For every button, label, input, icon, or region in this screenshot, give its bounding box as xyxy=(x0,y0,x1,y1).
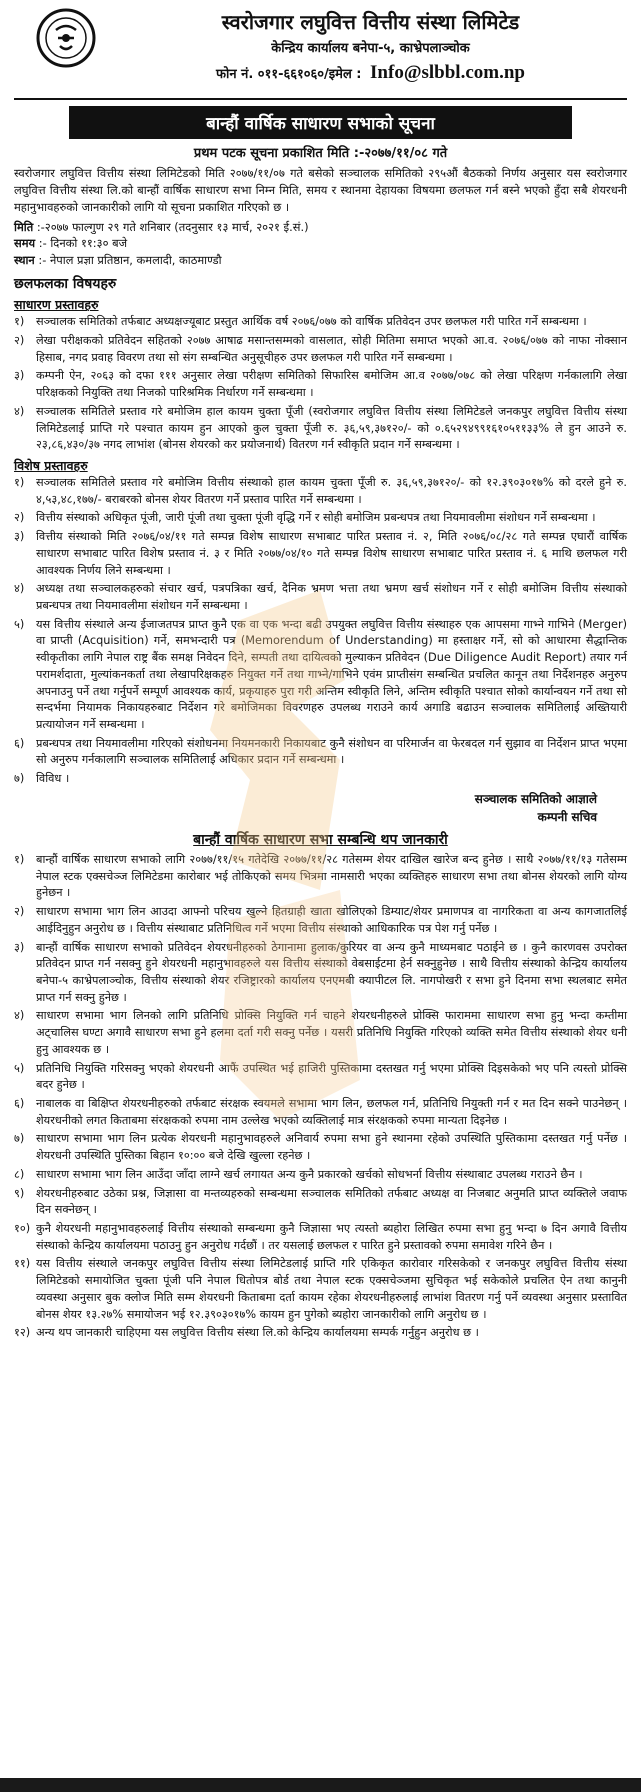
general-proposal-item xyxy=(14,333,627,366)
additional-info-item xyxy=(14,904,627,937)
meeting-time: समय :- दिनको ११:३० बजे xyxy=(14,236,128,251)
general-proposals-list xyxy=(14,314,627,454)
item-text: कम्पनी ऐन, २०६३ को दफा १११ अनुसार लेखा परीक्षण समितिको सिफारिस बमोजिम आ.व २०७७/०७८ को लेखा परिक्षण गर्नकालागि लेखा परिक्षकको नियुक्ति तथा निजको पारिश्रमिक निर्धारण गर्ने सम्बन्धमा । xyxy=(36,369,627,400)
item-number: ७) xyxy=(14,1132,25,1146)
general-proposal-item xyxy=(14,404,627,454)
item-text: साधारण सभामा भाग लिन आउदा आफ्नो परिचय खुल्ने हितग्राही खाता खोलिएको डिम्याट/शेयर प्रमाणपत्र वा नागरिकता वा अन्य कागजातलिई आईदिनुहुन अनुरोध छ । वित्तीय संस्थाबाट प्रतिनिधित्व गर्ने भएमा वित्तीय संस्थाको आधिकारिक पत्र पेश गर्नु पर्नेछ । xyxy=(36,905,627,935)
item-text: अन्य थप जानकारी चाहिएमा यस लघुवित्त वित्तीय संस्था लि.को केन्द्रिय कार्यालयमा सम्पर्क गर्नुहुन अनुरोध छ । xyxy=(36,1326,479,1340)
item-number: ९) xyxy=(14,1186,25,1200)
additional-info-item xyxy=(14,1256,627,1323)
agenda-heading: छलफलका विषयहरु xyxy=(14,276,117,293)
additional-info-heading: बान्हौं वार्षिक साधारण सभा सम्बन्धि थप जानकारी xyxy=(193,831,448,848)
item-number: ५) xyxy=(14,1061,25,1075)
item-text: शेयरधनीहरुबाट उठेका प्रश्न, जिज्ञासा वा मन्तव्यहरुको सम्बन्धमा सञ्चालक समितिको तर्फबाट अध्यक्ष वा निजबाट अनुमति प्राप्त व्यक्तिले जवाफ दिन सक्नेछन् । xyxy=(36,1186,627,1217)
email-link[interactable]: Info@slbbl.com.np xyxy=(370,62,525,83)
item-number: ३) xyxy=(14,369,25,383)
item-number: १) xyxy=(14,475,25,489)
special-proposal-item xyxy=(14,529,627,579)
item-number: ३) xyxy=(14,530,25,544)
item-text: वित्तीय संस्थाको अधिकृत पूंजी, जारी पूंजी तथा चुक्ता पूंजी वृद्धि गर्ने र सोही बमोजिम प्रबन्धपत्र तथा नियमावलीमा संशोधन गर्ने सम्बन्धमा । xyxy=(36,511,596,525)
item-text: सञ्चालक समितिले प्रस्ताव गरे बमोजिम वित्तीय संस्थाको हाल कायम चुक्ता पूँजी रु. ३६,५९,३७१२०/- को १२.३९०३०१७% को दरले हुने रु. ४,५३,४८,१७७/- बराबरको बोनस शेयर वितरण गर्ने प्रस्ताव पारित गर्ने सम्बन्धमा । xyxy=(36,475,627,506)
special-proposal-item xyxy=(14,617,627,734)
additional-info-item xyxy=(14,940,627,1007)
item-text: नाबालक वा बिक्षिप्त शेयरधनीहरुको तर्फबाट संरक्षक स्वयमले सभामा भाग लिन, छलफल गर्न, प्रतिनिधि नियुक्ती गर्न र मत दिन सक्ने पाउनेछन् । शेयरधनीको लगत किताबमा संरक्षकको रुपमा नाम उल्लेख भएको व्यक्तिलाई मात्र संरक्षकको रुपमा मान्यता दिइनेछ । xyxy=(36,1096,627,1127)
additional-info-item xyxy=(14,1096,627,1129)
special-proposals-heading: विशेष प्रस्तावहरु xyxy=(14,457,88,473)
item-text: प्रतिनिधि नियुक्ति गरिसक्नु भएको शेयरधनी आफैं उपस्थित भई हाजिरी पुस्तिकामा दस्तखत गर्नु भएमा प्रोक्सि दिइसकेको भए पनि त्यस्तो प्रोक्सि बदर हुनेछ । xyxy=(36,1061,627,1092)
additional-info-list xyxy=(14,852,627,1342)
notice-title: बान्हौं वार्षिक साधारण सभाको सूचना xyxy=(69,106,572,139)
general-proposal-item xyxy=(14,368,627,401)
item-number: ८) xyxy=(14,1167,25,1181)
item-number: ११) xyxy=(14,1257,31,1271)
item-number: २) xyxy=(14,333,25,347)
item-text: साधारण सभामा भाग लिन प्रत्येक शेयरधनी महानुभावहरुले अनिवार्य रुपमा सभा हुने स्थानमा रहेको उपस्थिति पुस्तिकामा दस्तखत गर्नु पर्नेछ । शेयरधनी उपस्थिति पुस्तिका बिहान १०:०० बजे देखि खुल्ला रहनेछ । xyxy=(36,1132,627,1163)
item-text: सञ्चालक समितिको तर्फबाट अध्यक्षज्यूबाट प्रस्तुत आर्थिक वर्ष २०७६/०७७ को वार्षिक प्रतिवेदन उपर छलफल गरी पारित गर्ने सम्बन्धमा । xyxy=(36,315,587,329)
item-text: बान्हौं वार्षिक साधारण सभाको प्रतिवेदन शेयरधनीहरुको ठेगानामा हुलाक/कुरियर वा अन्य कुनै माध्यमबाट पठाईने छ । कुनै कारणवस उपरोक्त प्रतिवेदन प्राप्त गर्न नसक्नु हुने शेयरधनी महानुभावहरुले यस वित्तीय संस्थाको वेबसाईटमा हेर्न सक्नुहुनेछ । साथै वित्तीय संस्थाको केन्द्रिय कार्यालय बनेपा-५ काभ्रेपलाञ्चोक, वित्तीय संस्थाको शेयर रजिष्ट्रारको कार्यालय एनएमबी क्यापीटल लि. नागपोखरी र सभा हुने दिनमा सभा स्थलबाट समेत प्राप्त गर्न सक्नु हुनेछ । xyxy=(36,940,627,1004)
special-proposal-item xyxy=(14,581,627,614)
item-number: २) xyxy=(14,511,25,525)
signature-block xyxy=(14,790,597,826)
company-logo-icon xyxy=(36,8,96,68)
item-number: १) xyxy=(14,852,25,866)
item-number: ४) xyxy=(14,582,25,596)
item-text: साधारण सभामा भाग लिनको लागि प्रतिनिधि प्रोक्सि नियुक्ति गर्न चाहने शेयरधनीहरुले प्रोक्सि फाराममा साधारण सभा हुनु भन्दा कम्तीमा अट्चालिस घण्टा अगावै साधारण सभा हुने हलमा दर्ता गरी सक्नु पर्नेछ । यसरी प्रतिनिधि नियुक्ति गरिएको व्यक्ति समेत वित्तीय संस्थाको शेयर धनी हुनु आवश्यक छ । xyxy=(36,1009,627,1056)
item-number: ४) xyxy=(14,1009,25,1023)
special-proposal-item xyxy=(14,475,627,508)
letterhead xyxy=(14,6,627,98)
signature-line-2: कम्पनी सचिव xyxy=(537,809,597,824)
additional-info-item xyxy=(14,1221,627,1254)
item-number: ७) xyxy=(14,772,25,786)
special-proposal-item xyxy=(14,736,627,769)
item-text: सञ्चालक समितिले प्रस्ताव गरे बमोजिम हाल कायम चुक्ता पूँजी (स्वरोजगार लघुवित्त वित्तीय संस्था लिमिटेडले जनकपुर लघुवित्त वित्तीय संस्था लिमिटेडलाई प्राप्ति गरे पश्चात कायम हुन आएको कुल चुक्ता पूँजी रु. ३६,५९,३७१२०/- को ०.६५२९४९९१६१०५११३३% ले हुन आउने रु. २३,८६,४३०/३७ नगद लाभांश (बोनस शेयरको कर प्रयोजनार्थ) वितरण गर्न स्वीकृति प्रदान गर्ने सम्बन्धमा । xyxy=(36,404,627,452)
signature-line-1: सञ्चालक समितिको आज्ञाले xyxy=(474,791,597,806)
item-text: वित्तीय संस्थाको मिति २०७६/०४/११ गते सम्पन्न विशेष साधारण सभाबाट पारित प्रस्ताव नं. २, मिति २०७६/०८/२८ गते सम्पन्न एघारौं वार्षिक साधारण सभाबाट पारित विशेष प्रस्ताव नं. ३ र मिति २०७७/०४/१० गते सम्पन्न विशेष साधारण सभाबाट पारित प्रस्ताव नं. ६ माथि छलफल गरी आवश्यक निर्णय लिने सम्बन्धमा । xyxy=(36,530,627,577)
additional-info-item xyxy=(14,1167,627,1184)
office-address: केन्द्रिय कार्यालय बनेपा-५, काभ्रेपलाञ्चोक xyxy=(271,41,470,56)
meeting-details xyxy=(14,219,627,269)
special-proposal-item xyxy=(14,510,627,527)
item-number: १) xyxy=(14,315,25,329)
additional-info-item xyxy=(14,1131,627,1164)
additional-info-item xyxy=(14,852,627,902)
item-number: ३) xyxy=(14,940,25,954)
general-proposals-heading: साधारण प्रस्तावहरु xyxy=(14,297,99,313)
item-number: ४) xyxy=(14,404,25,418)
item-text: विविध । xyxy=(36,772,70,786)
item-number: २) xyxy=(14,905,25,919)
intro-paragraph: स्वरोजगार लघुवित्त वित्तीय संस्था लिमिटेडको मिति २०७७/११/०७ गते बसेको सञ्चालक समितिको २९५औं बैठकको निर्णय अनुसार यस स्वरोजगार लघुवित्त वित्तीय संस्था लि.को बान्हौं वार्षिक साधारण सभा निम्न मिति, समय र स्थानमा देहायका विषयमा छलफल गर्न बस्ने भएको हुँदा सबै शेयरधनी महानुभावहरुको जानकारीको लागि यो सूचना प्रकाशित गरिएको छ । xyxy=(14,166,627,214)
item-number: ५) xyxy=(14,617,25,631)
additional-info-item xyxy=(14,1061,627,1094)
item-text: अध्यक्ष तथा सञ्चालकहरुको संचार खर्च, पत्रपत्रिका खर्च, दैनिक भ्रमण भत्ता तथा भ्रमण खर्च संशोधन गर्ने र सोही बमोजिम वित्तीय संस्थाको प्रबन्धपत्र तथा नियमावलीमा संशोधन गर्ने सम्बन्धमा । xyxy=(36,582,627,612)
item-number: ६) xyxy=(14,1096,25,1110)
contact-line xyxy=(114,62,627,84)
item-text: प्रबन्धपत्र तथा नियमावलीमा गरिएको संशोधनमा नियमनकारी निकायबाट कुनै संशोधन वा परिमार्जन वा फेरबदल गर्न सुझाव वा निर्देशन प्राप्त भएमा सो अनुरुप गर्नकालागि सञ्चालक समितिलाई अधिकार प्रदान गर्ने सम्बन्धमा । xyxy=(36,736,627,767)
item-text: कुनै शेयरधनी महानुभावहरुलाई वित्तीय संस्थाको सम्बन्धमा कुनै जिज्ञासा भए त्यस्तो ब्यहोरा लिखित रुपमा सभा हुनु भन्दा ७ दिन अगावै वित्तीय संस्थाको केन्द्रिय कार्यालयमा पठाउनु हुन अनुरोध गर्दछौं । तर यसलाई छलफल र पारित हुने प्रस्तावको रुपमा समावेश गरिने छैन । xyxy=(36,1222,627,1252)
publish-date: प्रथम पटक सूचना प्रकाशित मिति :-२०७७/११/०८ गते xyxy=(193,146,448,161)
general-proposal-item xyxy=(14,314,627,331)
item-number: ६) xyxy=(14,736,25,750)
item-text: यस वित्तीय संस्थाले जनकपुर लघुवित्त वित्तीय संस्था लिमिटेडलाई प्राप्ति गरि एकिकृत कारोवार गरिसकेको र जनकपुर लघुवित्त वित्तीय संस्था लिमिटेडको समायोजित चुक्ता पूंजी पनि नेपाल धितोपत्र बोर्ड तथा नेपाल स्टक एक्सचेञ्जमा सुचिकृत भई सकेकोले प्रचलित ऐन तथा कानुनी व्यवस्था अनुसार बुक क्लोज मिति सम्म शेयरधनी किताबमा दर्ता कायम रहेका शेयरधनीहरुलाई लाभांश वितरण गर्नु पर्ने व्यवस्था अनुसार प्रस्तावित बोनस शेयर १३.२७% समायोजन भई १२.३९०३०१७% कायम हुन पुगेको ब्यहोरा जानकारीको लागि अनुरोध छ । xyxy=(36,1257,627,1321)
phone-label: फोन नं. ०११-६६१०६०/इमेल : xyxy=(216,67,362,82)
item-number: १२) xyxy=(14,1326,31,1340)
special-proposals-list xyxy=(14,475,627,788)
additional-info-item xyxy=(14,1186,627,1219)
additional-info-item xyxy=(14,1008,627,1058)
item-text: साधारण सभामा भाग लिन आउँदा जाँदा लाग्ने खर्च लगायत अन्य कुनै प्रकारको खर्चको सोधभर्ना वित्तीय संस्थाबाट उपलब्ध गराउने छैन । xyxy=(36,1167,583,1181)
item-text: लेखा परीक्षकको प्रतिवेदन सहितको २०७७ आषाढ मसान्तसम्मको वासलात, सोही मितिमा समाप्त भएको आ.व. २०७६/०७७ को नाफा नोक्सान हिसाब, नगद प्रवाह विवरण तथा सो संग सम्बन्धित अनुसूचीहरु उपर छलफल गरी पारित गर्ने सम्बन्धमा । xyxy=(36,333,627,364)
meeting-venue: स्थान :- नेपाल प्रज्ञा प्रतिष्ठान, कमलादी, काठमाण्डौ xyxy=(14,252,222,267)
item-number: १०) xyxy=(14,1222,31,1235)
additional-info-item xyxy=(14,1325,627,1342)
divider xyxy=(14,98,627,100)
org-name: स्वरोजगार लघुवित्त वित्तीय संस्था लिमिटेड xyxy=(221,10,520,34)
bottom-bar xyxy=(0,1778,641,1792)
item-text: यस वित्तीय संस्थाले अन्य ईजाजतपत्र प्राप्त कुनै एक वा एक भन्दा बढी उपयुक्त लघुवित्त वित्तीय संस्थाहरु एक आपसमा गाभ्ने गाभिने (Merger) वा प्राप्ती (Acquisition) गर्ने, समभन्दारी पत्र (Memorendum of Understanding) मा हस्ताक्षर गर्ने, सो को आधारमा सैद्धान्तिक स्वीकृतीका लागि नेपाल राष्ट्र बैंक समक्ष निवेदन दिने, सम्पती तथा दायित्वको मुल्याकन प्रतिवेदन (Due Diligence Audit Report) तयार गर्न परामर्शदाता, मुल्यांकनकर्ता तथा लेखापरिक्षकहरु नियुक्त गर्ने तथा गाभ्ने/गाभिने एवंम प्राप्तीसंग सम्बन्धित प्रचलित कानून तथा निर्देशनहरु अनुरुप अपनाउनु पर्ने तथा गर्नुपर्ने सम्पूर्ण आवश्यक कार्य, प्रकृयाहरु पुरा गरी अन्तिम स्वीकृति लिने, अन्तिम स्वीकृति पश्चात सोको कार्यान्वयन गर्ने तथा सो सन्दर्भमा नियामक निकायहरुबाट निर्देशन गरे बमोजिमका विवरणहरु उपलब्ध गराउने कार्य अगाडि बढाउन सञ्चालक समितिलाई अख्तियारी प्रत्यायोजन गर्ने सम्बन्धमा । xyxy=(36,617,627,732)
special-proposal-item xyxy=(14,771,627,788)
item-text: बान्हौं वार्षिक साधारण सभाको लागि २०७७/११/१५ गतेदेखि २०७७/११/२८ गतेसम्म शेयर दाखिल खारेज बन्द हुनेछ । साथै २०७७/११/१३ गतेसम्म नेपाल स्टक एक्सचेञ्ज लिमिटेडमा कारोबार भई तोकिएको समय भित्रमा नामसारी भएका व्यक्तिहरु साधारण सभा तथा बोनस शेयरको लागि योग्य हुनेछन । xyxy=(36,852,627,900)
meeting-date: मिति :-२०७७ फाल्गुण २९ गते शनिबार (तदनुसार १३ मार्च, २०२१ ई.सं.) xyxy=(14,219,309,234)
